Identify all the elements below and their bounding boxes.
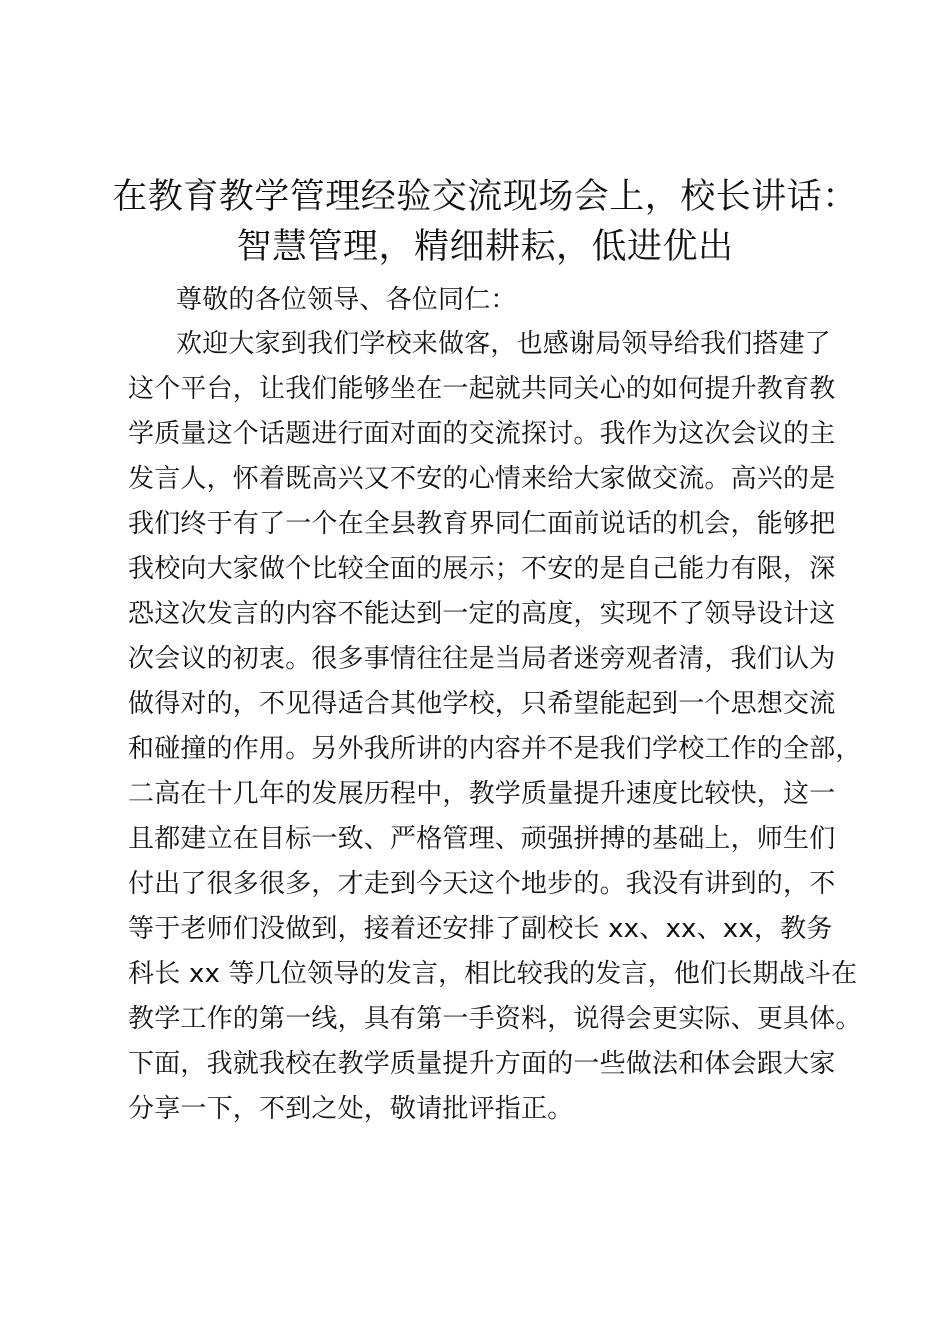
paragraph-line: 分享一下，不到之处，敬请批评指正。 [128,1094,574,1124]
paragraph-line: 等于老师们没做到，接着还安排了副校长 xx、xx、xx，教务 [128,914,833,944]
paragraph-line: 学质量这个话题进行面对面的交流探讨。我作为这次会议的主 [128,419,836,449]
paragraph-line: 二高在十几年的发展历程中，教学质量提升速度比较快，这一 [128,779,836,809]
paragraph-line: 恐这次发言的内容不能达到一定的高度，实现不了领导设计这 [128,599,836,629]
document-title-line-1: 在教育教学管理经验交流现场会上，校长讲话： [112,177,858,217]
salutation: 尊敬的各位领导、各位同仁： [176,285,517,315]
paragraph-line: 和碰撞的作用。另外我所讲的内容并不是我们学校工作的全部， [128,734,862,764]
paragraph-line: 这个平台，让我们能够坐在一起就共同关心的如何提升教育教 [128,374,836,404]
paragraph-line: 教学工作的第一线，具有第一手资料，说得会更实际、更具体。 [128,1004,862,1034]
document-title-line-2: 智慧管理，精细耕耘，低进优出 [236,227,734,267]
paragraph-line: 且都建立在目标一致、严格管理、顽强拼搏的基础上，师生们 [128,824,836,854]
paragraph-line: 付出了很多很多，才走到今天这个地步的。我没有讲到的，不 [128,869,836,899]
paragraph-line: 下面，我就我校在教学质量提升方面的一些做法和体会跟大家 [128,1049,836,1079]
paragraph-line: 我校向大家做个比较全面的展示；不安的是自己能力有限，深 [128,554,836,584]
paragraph-line: 科长 xx 等几位领导的发言，相比较我的发言，他们长期战斗在 [128,959,858,989]
paragraph-line: 发言人，怀着既高兴又不安的心情来给大家做交流。高兴的是 [128,464,836,494]
paragraph-line: 做得对的，不见得适合其他学校，只希望能起到一个思想交流 [128,689,836,719]
paragraph-line: 我们终于有了一个在全县教育界同仁面前说话的机会，能够把 [128,509,836,539]
paragraph-line: 次会议的初衷。很多事情往往是当局者迷旁观者清，我们认为 [128,644,836,674]
paragraph-line: 欢迎大家到我们学校来做客，也感谢局领导给我们搭建了 [176,329,832,359]
